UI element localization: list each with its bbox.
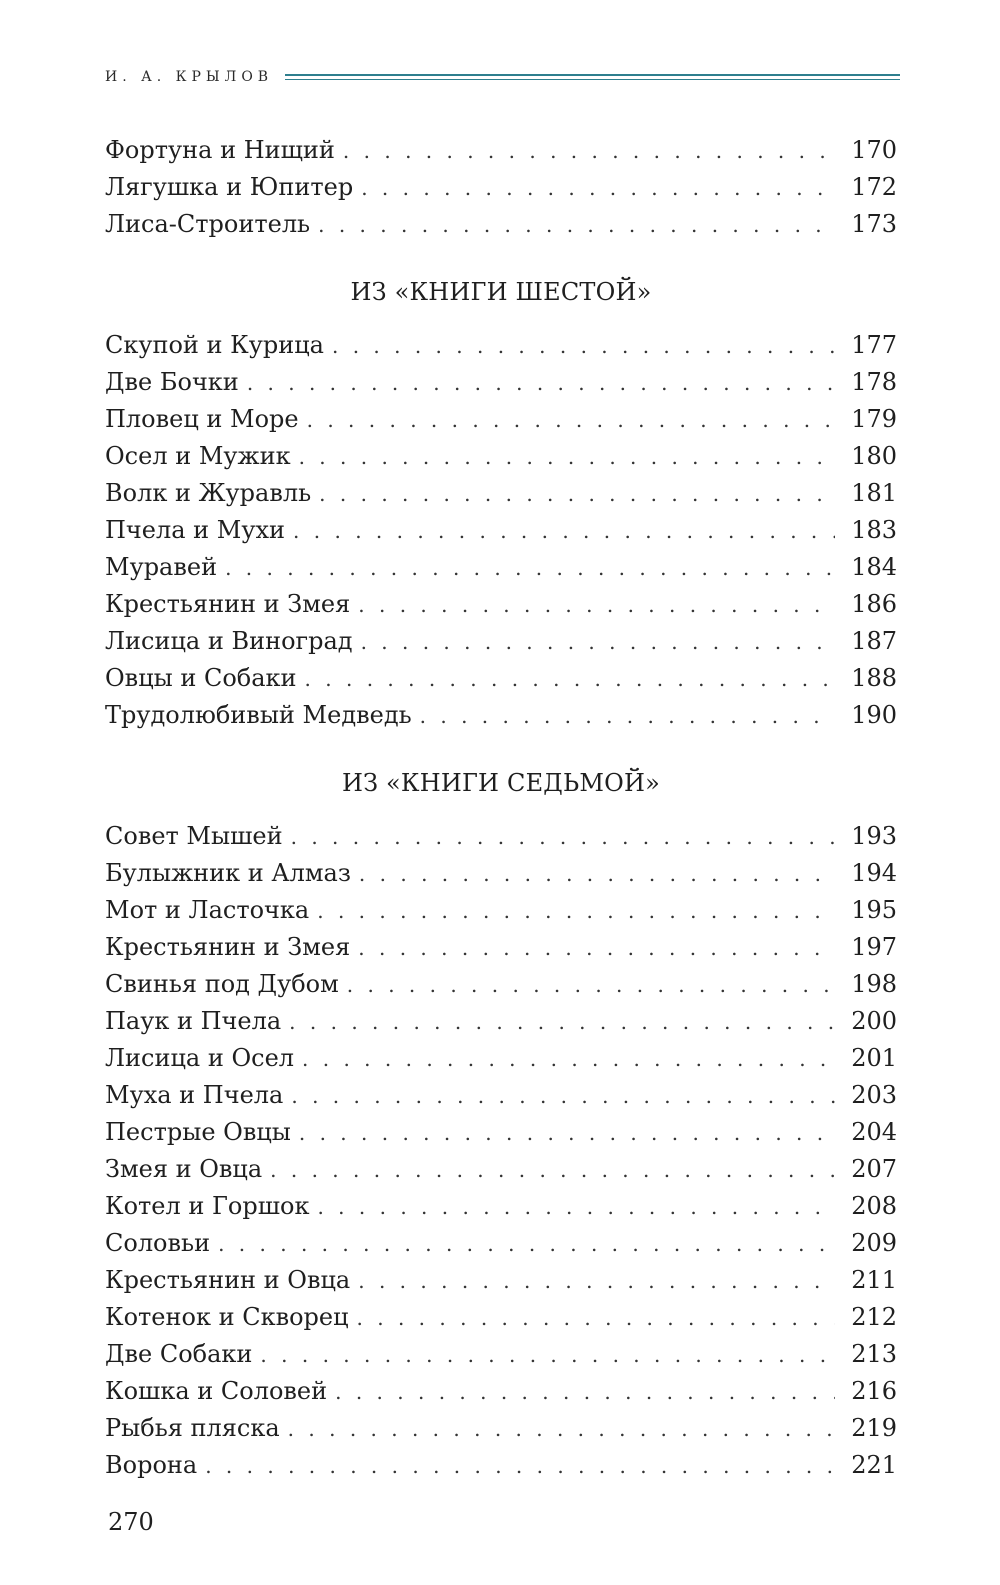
toc-entry-title: Пчела и Мухи xyxy=(105,516,286,544)
toc-entry[interactable] xyxy=(105,1188,897,1225)
toc-leader-dots xyxy=(358,1263,835,1300)
toc-entry[interactable] xyxy=(105,1447,897,1484)
toc-entry-page: 180 xyxy=(851,442,897,470)
running-head-author: И. А. КРЫЛОВ xyxy=(105,69,274,85)
toc-entry-title: Волк и Журавль xyxy=(105,479,312,507)
toc-entry[interactable] xyxy=(105,1151,897,1188)
toc-entry-title: Ворона xyxy=(105,1451,198,1479)
toc-entry-title: Скупой и Курица xyxy=(105,331,324,359)
toc-entry-title: Две Бочки xyxy=(105,368,239,396)
toc-leader-dots xyxy=(302,1041,835,1078)
toc-entry[interactable] xyxy=(105,512,897,549)
toc-entry-title: Совет Мышей xyxy=(105,822,283,850)
toc-entry[interactable] xyxy=(105,206,897,243)
toc-leader-dots xyxy=(332,328,835,365)
toc-entry-title: Свинья под Дубом xyxy=(105,970,339,998)
toc-entry-page: 197 xyxy=(851,933,897,961)
toc-entry-title: Кошка и Соловей xyxy=(105,1377,328,1405)
toc-leader-dots xyxy=(358,587,835,624)
toc-entry[interactable] xyxy=(105,1410,897,1447)
toc-entry[interactable] xyxy=(105,855,897,892)
toc-entry-title: Овцы и Собаки xyxy=(105,664,297,692)
toc-entry-title: Пловец и Море xyxy=(105,405,299,433)
toc-leader-dots xyxy=(335,1374,835,1411)
toc-leader-dots xyxy=(343,133,835,170)
toc-entry-page: 194 xyxy=(851,859,897,887)
toc-entry-page: 188 xyxy=(851,664,897,692)
toc-entry[interactable] xyxy=(105,929,897,966)
toc-leader-dots xyxy=(225,550,835,587)
toc-entry[interactable] xyxy=(105,697,897,734)
toc-entry-page: 208 xyxy=(851,1192,897,1220)
toc-entry-title: Лисица и Виноград xyxy=(105,627,353,655)
running-head xyxy=(105,62,900,92)
toc-leader-dots xyxy=(205,1448,835,1485)
toc-entry-page: 172 xyxy=(851,173,897,201)
table-of-contents xyxy=(105,132,897,1484)
toc-leader-dots xyxy=(319,476,835,513)
toc-entry[interactable] xyxy=(105,401,897,438)
toc-entry[interactable] xyxy=(105,586,897,623)
toc-entry-page: 219 xyxy=(851,1414,897,1442)
toc-entry-page: 195 xyxy=(851,896,897,924)
toc-entry-title: Котел и Горшок xyxy=(105,1192,310,1220)
toc-leader-dots xyxy=(247,365,835,402)
toc-entry-title: Муха и Пчела xyxy=(105,1081,284,1109)
toc-entry-title: Две Собаки xyxy=(105,1340,253,1368)
toc-entry-page: 212 xyxy=(851,1303,897,1331)
toc-entry[interactable] xyxy=(105,475,897,512)
running-head-rule xyxy=(285,74,900,80)
toc-leader-dots xyxy=(420,698,835,735)
toc-entry[interactable] xyxy=(105,1077,897,1114)
toc-leader-dots xyxy=(293,513,835,550)
toc-entry-page: 200 xyxy=(851,1007,897,1035)
toc-entry-page: 179 xyxy=(851,405,897,433)
toc-leader-dots xyxy=(270,1152,835,1189)
toc-entry-title: Крестьянин и Змея xyxy=(105,590,351,618)
toc-section-book-six xyxy=(105,274,897,734)
toc-entry[interactable] xyxy=(105,966,897,1003)
toc-leader-dots xyxy=(305,661,835,698)
toc-entry-title: Лиса-Строитель xyxy=(105,210,311,238)
toc-leader-dots xyxy=(361,170,835,207)
toc-entry-page: 209 xyxy=(851,1229,897,1257)
toc-entry[interactable] xyxy=(105,623,897,660)
toc-entry-title: Трудолюбивый Медведь xyxy=(105,701,412,729)
toc-entry-page: 177 xyxy=(851,331,897,359)
toc-entry[interactable] xyxy=(105,1114,897,1151)
toc-entry-title: Котенок и Скворец xyxy=(105,1303,349,1331)
toc-entry[interactable] xyxy=(105,327,897,364)
toc-section-book-seven xyxy=(105,765,897,1484)
toc-leader-dots xyxy=(291,1078,835,1115)
toc-entry-page: 193 xyxy=(851,822,897,850)
toc-entry[interactable] xyxy=(105,892,897,929)
toc-entry-title: Крестьянин и Овца xyxy=(105,1266,351,1294)
toc-entry[interactable] xyxy=(105,1373,897,1410)
toc-entry-title: Соловьи xyxy=(105,1229,211,1257)
toc-entry-page: 181 xyxy=(851,479,897,507)
toc-entry-page: 184 xyxy=(851,553,897,581)
toc-entry-page: 203 xyxy=(851,1081,897,1109)
section-heading: ИЗ «КНИГИ ШЕСТОЙ» xyxy=(350,278,652,306)
toc-entry[interactable] xyxy=(105,1040,897,1077)
toc-entry[interactable] xyxy=(105,660,897,697)
toc-leader-dots xyxy=(347,967,835,1004)
toc-leader-dots xyxy=(358,930,835,967)
toc-top-entries xyxy=(105,132,897,243)
toc-entry-title: Мот и Ласточка xyxy=(105,896,310,924)
toc-entry-page: 221 xyxy=(851,1451,897,1479)
toc-entry-title: Фортуна и Нищий xyxy=(105,136,335,164)
toc-entry-title: Осел и Мужик xyxy=(105,442,291,470)
toc-entry-page: 198 xyxy=(851,970,897,998)
toc-leader-dots xyxy=(361,624,835,661)
toc-leader-dots xyxy=(317,1189,835,1226)
toc-entry[interactable] xyxy=(105,1299,897,1336)
toc-entry-page: 213 xyxy=(851,1340,897,1368)
toc-leader-dots xyxy=(359,856,835,893)
toc-leader-dots xyxy=(291,819,835,856)
toc-entry-title: Булыжник и Алмаз xyxy=(105,859,351,887)
toc-entry-page: 201 xyxy=(851,1044,897,1072)
page-number: 270 xyxy=(108,1508,154,1536)
toc-entry-page: 183 xyxy=(851,516,897,544)
toc-entry-page: 207 xyxy=(851,1155,897,1183)
toc-entry-page: 187 xyxy=(851,627,897,655)
toc-entry-title: Крестьянин и Змея xyxy=(105,933,351,961)
toc-entry-title: Рыбья пляска xyxy=(105,1414,280,1442)
toc-leader-dots xyxy=(357,1300,835,1337)
section-heading: ИЗ «КНИГИ СЕДЬМОЙ» xyxy=(341,769,661,797)
toc-entry[interactable] xyxy=(105,1225,897,1262)
toc-entry-title: Пестрые Овцы xyxy=(105,1118,291,1146)
toc-leader-dots xyxy=(260,1337,835,1374)
toc-entry-page: 216 xyxy=(851,1377,897,1405)
toc-entry[interactable] xyxy=(105,438,897,475)
toc-leader-dots xyxy=(317,893,835,930)
toc-leader-dots xyxy=(299,1115,835,1152)
toc-entry-page: 173 xyxy=(851,210,897,238)
toc-entry[interactable] xyxy=(105,1262,897,1299)
toc-entry-page: 204 xyxy=(851,1118,897,1146)
toc-entry[interactable] xyxy=(105,549,897,586)
toc-entry[interactable] xyxy=(105,1003,897,1040)
toc-entry[interactable] xyxy=(105,132,897,169)
toc-leader-dots xyxy=(299,439,835,476)
toc-leader-dots xyxy=(289,1004,835,1041)
toc-entry-title: Змея и Овца xyxy=(105,1155,263,1183)
toc-entry-page: 186 xyxy=(851,590,897,618)
toc-entry-title: Лягушка и Юпитер xyxy=(105,173,354,201)
toc-leader-dots xyxy=(318,207,835,244)
toc-leader-dots xyxy=(288,1411,835,1448)
toc-entry-page: 211 xyxy=(851,1266,897,1294)
toc-entry-title: Паук и Пчела xyxy=(105,1007,282,1035)
toc-entry-title: Лисица и Осел xyxy=(105,1044,295,1072)
toc-entry[interactable] xyxy=(105,169,897,206)
toc-entry-page: 170 xyxy=(851,136,897,164)
toc-entry[interactable] xyxy=(105,818,897,855)
toc-entry[interactable] xyxy=(105,364,897,401)
toc-entry[interactable] xyxy=(105,1336,897,1373)
toc-leader-dots xyxy=(218,1226,835,1263)
toc-entry-title: Муравей xyxy=(105,553,218,581)
toc-leader-dots xyxy=(307,402,835,439)
toc-entry-page: 178 xyxy=(851,368,897,396)
toc-entry-page: 190 xyxy=(851,701,897,729)
